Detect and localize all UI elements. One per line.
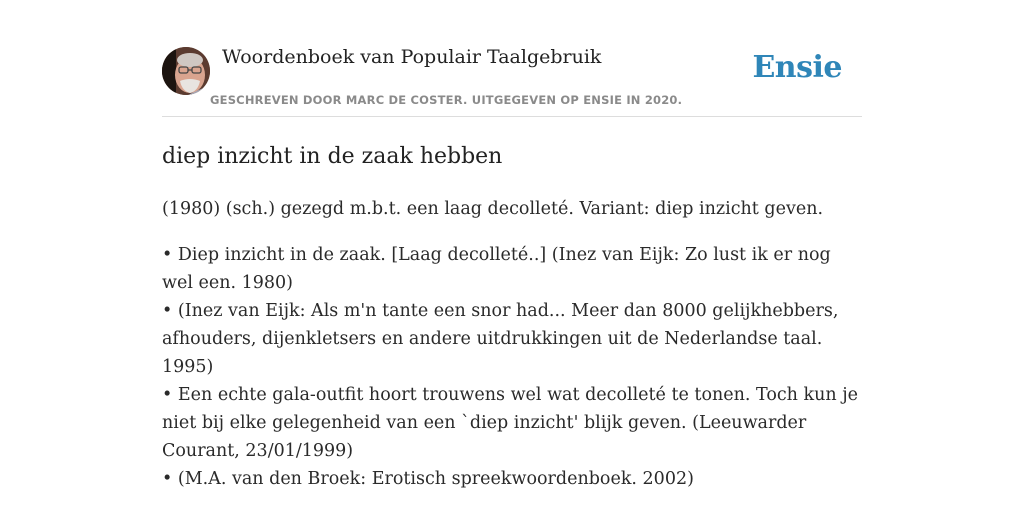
quote-list bbox=[162, 241, 862, 493]
entry-card bbox=[162, 40, 862, 493]
entry-term: diep inzicht in de zaak hebben bbox=[162, 144, 503, 169]
entry-definition: (1980) (sch.) gezegd m.b.t. een laag decolleté. Variant: diep inzicht geven. bbox=[162, 199, 824, 219]
entry-header bbox=[162, 40, 862, 117]
author-portrait-icon bbox=[162, 47, 210, 95]
quote-item: • (Inez van Eijk: Als m'n tante een snor had... Meer dan 8000 gelijkhebbers, afhouders, dijenkletsers en andere uitdrukkingen uit de Nederlandse taal. 1995) bbox=[162, 297, 862, 381]
quote-item: • Diep inzicht in de zaak. [Laag decolleté..] (Inez van Eijk: Zo lust ik er nog wel een. 1980) bbox=[162, 241, 862, 297]
book-title[interactable]: Woordenboek van Populair Taalgebruik bbox=[222, 46, 602, 68]
author-avatar[interactable] bbox=[162, 47, 210, 95]
author-byline: GESCHREVEN DOOR MARC DE COSTER. UITGEGEVEN OP ENSIE IN 2020. bbox=[210, 93, 683, 107]
ensie-logo[interactable]: Ensie bbox=[752, 50, 842, 85]
quote-item: • (M.A. van den Broek: Erotisch spreekwoordenboek. 2002) bbox=[162, 465, 862, 493]
quote-item: • Een echte gala-outfit hoort trouwens wel wat decolleté te tonen. Toch kun je niet bij elke gelegenheid van een `diep inzicht' blijk geven. (Leeuwarder Courant, 23/01/1999) bbox=[162, 381, 862, 465]
